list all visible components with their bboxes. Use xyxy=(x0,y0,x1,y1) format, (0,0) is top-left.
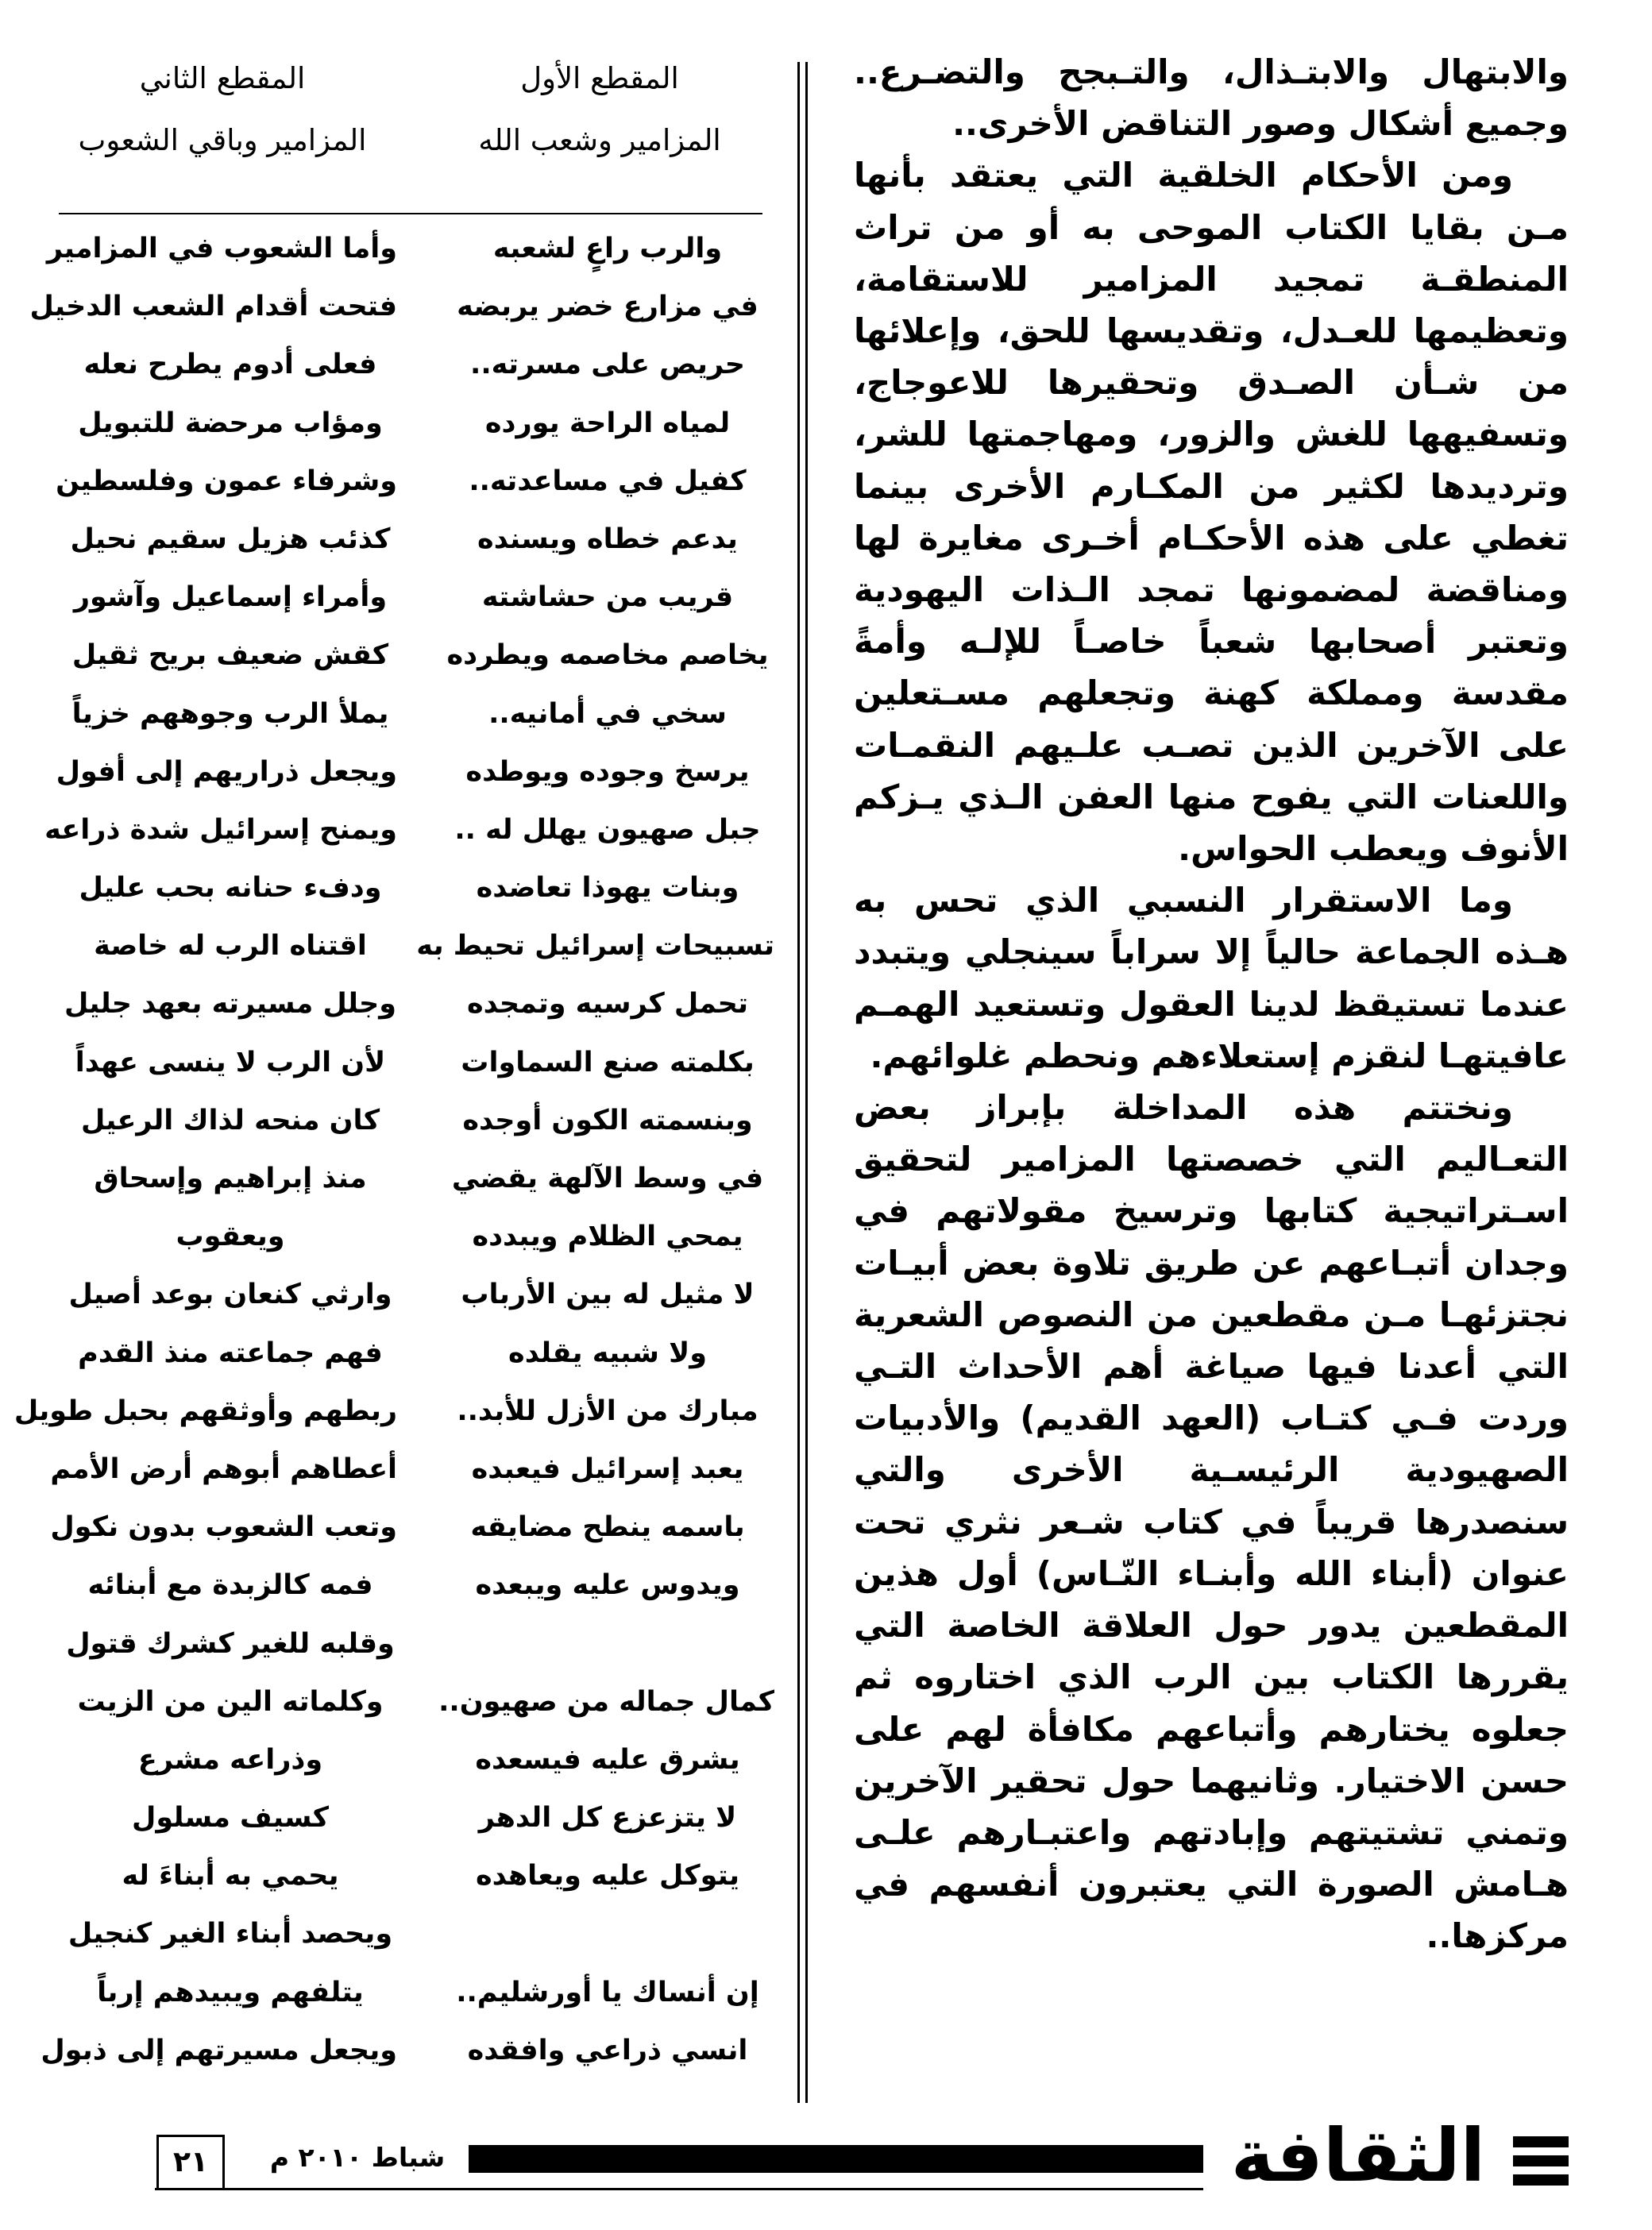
article-text xyxy=(854,46,1569,1962)
poem-verse: فمه كالزبدة مع أبنائه xyxy=(87,1569,373,1602)
poem-verse: وكلماته الين من الزيت xyxy=(77,1685,384,1718)
poem-verse: وبنسمته الكون أوجده xyxy=(462,1104,753,1136)
paragraph: ومن الأحكام الخلقية التي يعتقد بأنها مـن بقايا الكتاب الموحى به أو من تراث المنطقـة تمجيد المزامير للاستقامة، وتعظيمها للعـدل، وتقديسها للحق، وإعلائها من شـأن الصـدق وتحقيرها للاعوجاج، وتسفيهها للغش والزور، ومهاجمتها للشر، وترديدها لكثير من المكـارم الأخرى بينما تغطي على هذه الأحكـام أخـرى مغايرة لها ومناقضة لمضمونها تمجد الـذات اليهودية وتعتبر أصحابها شعباً خاصـاً للإلـه وأمةً مقدسة ومملكة كهنة وتجعلهم مسـتعلين على الآخرين الذين تصـب علـيهم النقمـات واللعنات التي يفوح منها العفن الـذي يـزكم الأنوف ويعطب الحواس. xyxy=(854,156,1569,869)
poem-verse: إن أنساك يا أورشليم.. xyxy=(456,1976,759,2008)
poem-verse: يملأ الرب وجوههم خزياً xyxy=(71,697,389,730)
poem-verse: يمحي الظلام ويبدده xyxy=(472,1221,743,1253)
issue-date: شباط ٢٠١٠ م xyxy=(269,2142,446,2173)
poem-verse: ويمنح إسرائيل شدة ذراعه xyxy=(44,813,397,846)
poem-verse: في مزارع خضر يربضه xyxy=(457,291,758,323)
poem-verse: وبنات يهوذا تعاضده xyxy=(476,872,739,905)
poem-verse: يتوكل عليه ويعاهده xyxy=(476,1860,739,1892)
poem-verse: يحمي به أبناءَ له xyxy=(122,1860,339,1892)
poem-first-heading: المقطع الأول xyxy=(520,61,679,95)
poem-verse: أعطاهم أبوهم أرض الأمم xyxy=(50,1453,397,1485)
footer-rule xyxy=(155,2188,1203,2190)
poem-verse xyxy=(441,1615,774,1673)
poem-verse: ربطهم وأوثقهم بحبل طويل xyxy=(14,1395,397,1427)
poem-verse: كسيف مسلول xyxy=(131,1802,329,1835)
poem-verse: ويدوس عليه ويبعده xyxy=(475,1569,740,1602)
poem-verse: حريص على مسرته.. xyxy=(470,349,745,381)
poem-verse: والرب راعٍ لشعبه xyxy=(492,233,723,264)
poem-verse: وشرفاء عمون وفلسطين xyxy=(56,465,397,497)
poem-verse: تحمل كرسيه وتمجده xyxy=(467,988,748,1020)
poem-verse: كفيل في مساعدته.. xyxy=(469,465,747,497)
poem-verse: انسي ذراعي وافقده xyxy=(467,2034,748,2066)
poem-verse: قريب من حشاشته xyxy=(481,581,734,614)
poem-verse: لمياه الراحة يورده xyxy=(484,407,731,439)
paragraph: وما الاستقرار النسبي الذي تحس به هـذه الجماعة حالياً إلا سراباً سينجلي ويتبدد عندما تستيقظ لدينا العقول وتستعيد الهمـم عافيتهـا لنقزم إستعلاءهم ونحطم غلوائهم. xyxy=(854,881,1569,1075)
column-divider xyxy=(805,62,808,2103)
poem-verse: وارثي كنعان بوعد أصيل xyxy=(68,1279,392,1311)
poem-verse: ويجعل مسيرتهم إلى ذبول xyxy=(41,2034,397,2066)
poem-verse: ولا شبيه يقلده xyxy=(508,1337,707,1369)
poem-first-header xyxy=(441,48,758,172)
poem-verse: فعلى أدوم يطرح نعله xyxy=(83,349,377,381)
poem-verse: وقلبه للغير كشرك قتول xyxy=(66,1627,395,1660)
poem-first-verses xyxy=(416,220,774,2080)
poem-verse: وأمراء إسماعيل وآشور xyxy=(73,581,388,614)
poem-verse: ويحصد أبناء الغير كنجيل xyxy=(68,1918,393,1950)
poem-verse: يعبد إسرائيل فيعبده xyxy=(471,1453,744,1485)
header-rule xyxy=(59,213,762,214)
magazine-logo: الثقافة xyxy=(1230,2113,1486,2198)
footer-bar xyxy=(469,2145,1203,2173)
poem-verse: وذراعه مشرع xyxy=(137,1743,323,1776)
poem-verse: فهم جماعته منذ القدم xyxy=(78,1337,383,1369)
poem-verse: مبارك من الأزل للأبد.. xyxy=(457,1395,758,1427)
poem-verse: يرسخ وجوده ويوطده xyxy=(465,755,750,788)
poem-verse: وأما الشعوب في المزامير xyxy=(46,233,397,264)
poem-verse: فتحت أقدام الشعب الدخيل xyxy=(29,291,397,323)
page-number: ٢١ xyxy=(156,2135,225,2190)
poem-verse: منذ إبراهيم وإسحاق xyxy=(94,1163,367,1194)
column-divider xyxy=(797,62,800,2103)
poem-verse: يتلفهم ويبيدهم إرباً xyxy=(97,1976,364,2008)
paragraph: والابتهال والابتـذال، والتـبجح والتضـرع.. وجميع أشكال وصور التناقض الأخرى.. xyxy=(854,52,1569,144)
poem-verse: كان منحه لذاك الرعيل xyxy=(80,1104,380,1136)
poem-verse xyxy=(441,1905,774,1963)
poem-verse: باسمه ينطح مضايقه xyxy=(470,1511,745,1544)
poem-verse: ومؤاب مرحضة للتبويل xyxy=(78,407,383,439)
paragraph: ونختتم هذه المداخلة بإبراز بعض التعـاليم التي خصصتها المزامير لتحقيق اسـتراتيجية كتابها وترسيخ مقولاتهم في وجدان أتبـاعهم عن طريق تلاوة بعض أبيـات نجتزئهـا مـن مقطعين من النصوص الشعرية التي أعدنا فيها صياغة أهم الأحداث التـي وردت فـي كتـاب (العهد القديم) والأدبيات الصهيودية الرئيسـية الأخرى والتي سنصدرها قريباً في كتاب شـعر نثري تحت عنوان (أبناء الله وأبنـاء النّـاس) أول هذين المقطعين يدور حول العلاقة الخاصة التي يقررها الكتاب بين الرب الذي اختاروه ثم جعلوه يختارهم وأتباعهم مكافأة لهم على حسن الاختيار. وثانيهما حول تحقير الآخرين وتمني تشتيتهم وإبادتهم واعتبـارهم علـى هـامش الصورة التي يعتبرون أنفسهم في مركزها.. xyxy=(854,1088,1569,1956)
poem-verse: تسبيحات إسرائيل تحيط به xyxy=(416,930,774,963)
poem-verse: يخاصم مخاصمه ويطرده xyxy=(446,639,769,672)
poem-verse: لا يتزعزع كل الدهر xyxy=(478,1802,737,1835)
logo-bars-icon xyxy=(1513,2136,1569,2192)
poem-verse: يشرق عليه فيسعده xyxy=(475,1743,740,1776)
poem-verse: اقتناه الرب له خاصة xyxy=(94,930,367,963)
poem-second-subheading: المزامير وباقي الشعوب xyxy=(78,123,367,157)
poem-verse: ويعقوب xyxy=(176,1221,285,1253)
poem-verse: كمال جماله من صهيون.. xyxy=(438,1685,774,1718)
poem-second-verses xyxy=(14,220,397,2080)
poem-verse: لأن الرب لا ينسى عهداً xyxy=(75,1046,386,1078)
poem-verse: ودفء حنانه بحب عليل xyxy=(79,872,382,905)
poem-verse: في وسط الآلهة يقضي xyxy=(451,1163,764,1194)
poem-verse: لا مثيل له بين الأرباب xyxy=(461,1279,755,1311)
poem-verse: جبل صهيون يهلل له .. xyxy=(454,813,761,846)
poem-verse: وجلل مسيرته بعهد جليل xyxy=(64,988,397,1020)
poem-verse: كذئب هزيل سقيم نحيل xyxy=(70,523,391,555)
poem-second-header xyxy=(64,48,381,172)
poem-first-subheading: المزامير وشعب الله xyxy=(478,123,721,157)
poem-verse: كقش ضعيف بريح ثقيل xyxy=(71,639,389,672)
poem-verse: ويجعل ذراريهم إلى أفول xyxy=(56,755,397,788)
poem-verse: سخي في أمانيه.. xyxy=(488,697,727,730)
poem-verse: وتعب الشعوب بدون نكول xyxy=(50,1511,397,1544)
poem-second-heading: المقطع الثاني xyxy=(139,61,306,95)
poem-verse: يدعم خطاه ويسنده xyxy=(477,523,738,555)
poem-verse: بكلمته صنع السماوات xyxy=(461,1046,755,1078)
